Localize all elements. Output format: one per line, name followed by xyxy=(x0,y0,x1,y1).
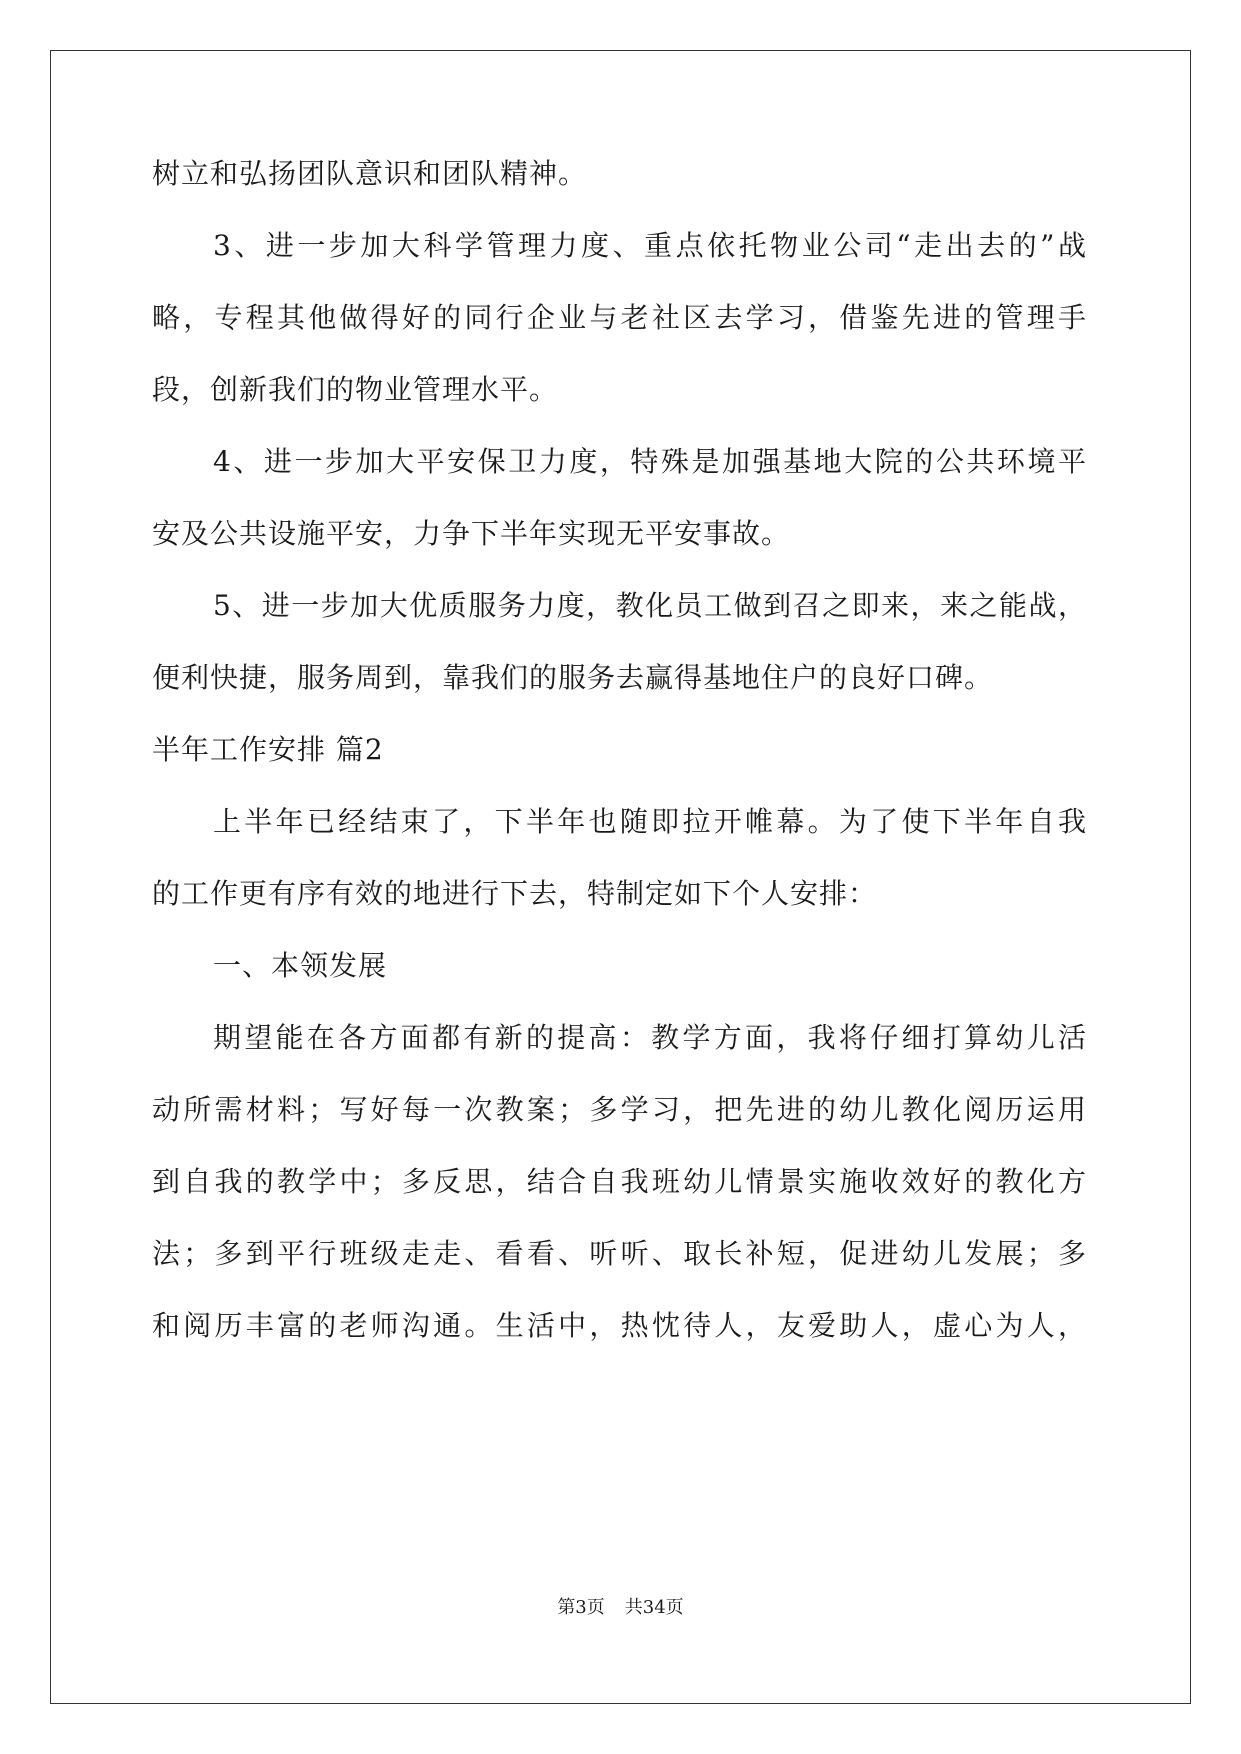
text-line: 到自我的教学中；多反思，结合自我班幼儿情景实施收效好的教化方 xyxy=(152,1165,1087,1198)
text-line: 树立和弘扬团队意识和团队精神。 xyxy=(152,157,588,190)
subsection-heading: 一、本领发展 xyxy=(213,949,388,982)
text-line: 期望能在各方面都有新的提高：教学方面，我将仔细打算幼儿活 xyxy=(213,1021,1087,1054)
text-line: 安及公共设施平安，力争下半年实现无平安事故。 xyxy=(152,517,791,550)
text-line: 法；多到平行班级走走、看看、听听、取长补短，促进幼儿发展；多 xyxy=(152,1237,1087,1270)
page-number-total: 共34页 xyxy=(624,1597,684,1618)
text-line: 5、进一步加大优质服务力度，教化员工做到召之即来，来之能战， xyxy=(213,589,1087,622)
text-line: 便利快捷，服务周到，靠我们的服务去赢得基地住户的良好口碑。 xyxy=(152,661,994,694)
text-line: 和阅历丰富的老师沟通。生活中，热忱待人，友爱助人，虚心为人， xyxy=(152,1309,1087,1342)
section-heading: 半年工作安排 篇2 xyxy=(152,733,384,766)
text-line: 上半年已经结束了，下半年也随即拉开帷幕。为了使下半年自我 xyxy=(213,805,1087,838)
text-line: 3、进一步加大科学管理力度、重点依托物业公司“走出去的”战 xyxy=(213,229,1087,262)
page-footer xyxy=(0,1596,1241,1620)
text-line: 的工作更有序有效的地进行下去，特制定如下个人安排： xyxy=(152,877,878,910)
page-number-current: 第3页 xyxy=(557,1597,605,1618)
text-line: 略，专程其他做得好的同行企业与老社区去学习，借鉴先进的管理手 xyxy=(152,301,1087,334)
text-line: 动所需材料；写好每一次教案；多学习，把先进的幼儿教化阅历运用 xyxy=(152,1093,1087,1126)
text-line: 段，创新我们的物业管理水平。 xyxy=(152,373,559,406)
text-line: 4、进一步加大平安保卫力度，特殊是加强基地大院的公共环境平 xyxy=(213,445,1087,478)
